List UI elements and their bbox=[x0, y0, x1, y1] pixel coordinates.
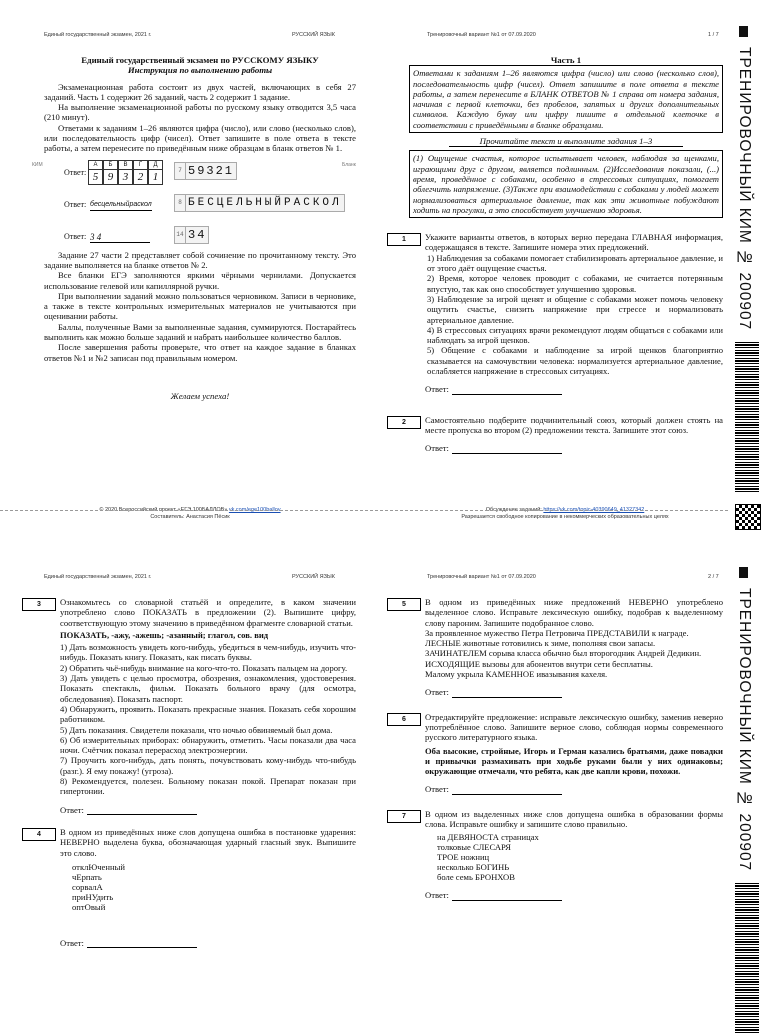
task-1 bbox=[402, 232, 723, 395]
outro-paragraph: При выполнении заданий можно пользоваться черновиком. Записи в черновике, а также в тексте контрольных измерительных материалов не учитываются при оценивании работы. bbox=[44, 290, 356, 322]
page-1 bbox=[0, 0, 728, 520]
dictionary-meaning: 1) Дать возможность увидеть кого-нибудь, убедиться в чем-нибудь, изучить что-нибудь. Показать книгу. Показать, как писать буквы. bbox=[60, 642, 356, 663]
footer-right: Обсуждение заданий: https://vk.com/topic-40390649_41327342 Разрешается свободное копирование в некоммерческих образовательных целях bbox=[461, 507, 669, 520]
variant-vertical-label: ТРЕНИРОВОЧНЫЙ КИМ № 200907 bbox=[736, 47, 753, 331]
outro-paragraph: Баллы, полученные Вами за выполненные задания, суммируются. Постарайтесь выполнить как можно больше заданий и набрать наибольшее количество баллов. bbox=[44, 321, 356, 343]
dictionary-meaning: 5) Дать показания. Свидетели показали, что ночью обвиняемый был дома. bbox=[60, 724, 333, 735]
dictionary-meaning: 2) Обратить чьё-нибудь внимание на кого-что-то. Показать пальцем на дорогу. bbox=[60, 662, 348, 673]
task-sentence: ИСХОДЯЩИЕ вызовы для абонентов внутри сети бесплатны. bbox=[425, 658, 653, 669]
task-number: 6 bbox=[387, 713, 421, 726]
blank-label: Бланк bbox=[342, 161, 356, 168]
barcode bbox=[735, 883, 759, 1033]
word-item: сорвалА bbox=[72, 881, 103, 892]
word-item: на ДЕВЯНОСТА страницах bbox=[437, 832, 539, 843]
part-instructions-box: Ответами к заданиям 1–26 являются цифра (число) или слово (несколько слов), последовательность цифр (чисел). Ответ запишите в поле ответа в тексте работы, а затем перенесите в БЛАНК ОТВЕТОВ № 1 справа от номера задания, начиная с первой клеточки, без пробелов, запятых и других дополнительных символов. Каждую букву или цифру пишите в отдельной клеточке в соответствии с приведёнными в бланке образцами. bbox=[409, 65, 723, 133]
task-option: 2) Время, которое человек проводит с собаками, не считается потерянным впустую, так как оно способствует улучшению здоровья. bbox=[427, 273, 723, 294]
wish-text: Желаем успеха! bbox=[170, 390, 230, 401]
task-prompt: Самостоятельно подберите подчинительный союз, который должен стоять на месте пропуска во втором (2) предложении текста. Запишите этот союз. bbox=[425, 414, 723, 435]
task-prompt: Отредактируйте предложение: исправьте лексическую ошибку, заменив неверно употреблённое слово. Запишите верное слово, соблюдая нормы современного русского литературного языка. bbox=[425, 711, 723, 743]
variant-vertical-label: ТРЕНИРОВОЧНЫЙ КИМ № 200907 bbox=[736, 588, 753, 872]
header-subject: РУССКИЙ ЯЗЫК bbox=[292, 574, 335, 580]
task-7 bbox=[402, 808, 723, 901]
task-prompt: В одном из приведённых ниже предложений НЕВЕРНО употреблено выделенное слово. Исправьте лексическую ошибку, подобрав к выделенному слову пароним. Запишите подобранное слово. bbox=[425, 597, 723, 628]
header-variant: Тренировочный вариант №1 от 07.09.2020 bbox=[427, 32, 536, 38]
exam-title: Единый государственный экзамен по РУССКОМУ ЯЗЫКУ bbox=[81, 55, 319, 65]
reading-text-box: (1) Ощущение счастья, которое испытывает человек, наблюдая за щенками, играющими друг с другом, является подлинным. (2)Исследования показали, (...) время, проведённое с собаками, особенно в стрессовых ситуациях, помогает облегчить напряжение. (3)Также при взаимодействии с собаками у людей может нормализоваться артериальное давление, так как эти животные побуждают ходить на прогулки, а это способствует улучшению здоровья. bbox=[409, 150, 723, 218]
answer-field[interactable]: Ответ: bbox=[425, 443, 723, 453]
answer-field[interactable]: Ответ: bbox=[425, 784, 723, 794]
header-subject: РУССКИЙ ЯЗЫК bbox=[292, 32, 335, 38]
word-item: чЕрпать bbox=[72, 871, 102, 882]
word-item: отклЮченный bbox=[72, 861, 125, 872]
answer-samples bbox=[32, 160, 356, 250]
part1-column bbox=[402, 55, 723, 454]
sample-answer-label: Ответ: bbox=[64, 231, 87, 241]
sample-digits bbox=[44, 160, 356, 186]
task-sentence: ЛЕСНЫЕ животные готовились к зиме, пополняя свои запасы. bbox=[425, 638, 656, 649]
task-sentence: ЗАЧИНАТЕЛЕМ сорыва класса обычно был второгодник Андрей Дедикин. bbox=[425, 648, 702, 659]
outro-paragraph: После завершения работы проверьте, что ответ на каждое задание в бланках ответов №1 и №2 записан под правильным номером. bbox=[44, 342, 356, 363]
instruction-column bbox=[32, 55, 356, 401]
header-page: 2 / 7 bbox=[708, 574, 719, 580]
blank-value: 34 bbox=[185, 226, 209, 244]
intro-paragraph: Экзаменационная работа состоит из двух частей, включающих в себя 27 заданий. Часть 1 содержит 26 заданий, часть 2 содержит 1 задание. bbox=[44, 81, 356, 102]
footer-link[interactable]: https://vk.com/topic-40390649_41327342 bbox=[543, 507, 645, 513]
answer-field[interactable]: Ответ: bbox=[60, 938, 356, 948]
blank-value: 59321 bbox=[185, 162, 237, 180]
task-option: 5) Общение с собаками и наблюдение за игрой щенков благоприятно сказывается на самочувствии человека: нормализуется артериальное давление, ослабляется напряжение в стрессовых ситуациях. bbox=[427, 345, 723, 377]
side-strip-2 bbox=[735, 567, 765, 1033]
qr-code bbox=[735, 504, 761, 530]
header-page: 1 / 7 bbox=[708, 32, 719, 38]
tasks-left-column bbox=[37, 597, 356, 948]
task-prompt: Укажите варианты ответов, в которых верно передана ГЛАВНАЯ информация, содержащаяся в тексте. Запишите номера этих предложений. bbox=[425, 232, 723, 253]
part-title: Часть 1 bbox=[550, 55, 582, 65]
tasks-right-column bbox=[402, 597, 723, 901]
answer-field[interactable]: Ответ: bbox=[425, 687, 723, 697]
task-number: 7 bbox=[387, 810, 421, 823]
word-item: приНУдить bbox=[72, 891, 114, 902]
task-number: 3 bbox=[22, 598, 56, 611]
word-item: толковые СЛЕСАРЯ bbox=[437, 842, 512, 853]
task-number: 4 bbox=[22, 828, 56, 841]
dictionary-meaning: 7) Проучить кого-нибудь, дать понять, почувствовать кому-нибудь что-нибудь (разг.). Я ему покажу! (угроза). bbox=[60, 755, 356, 776]
task-sentence: Оба высокие, стройные, Игорь и Герман казались братьями, даже повадки и привычки размахивать при ходьбе руками были у них одинаковы; окружающие отмечали, что ребята, как две капли крови, похожи. bbox=[425, 745, 723, 777]
task-3 bbox=[37, 597, 356, 815]
page-divider bbox=[0, 510, 728, 511]
task-option: 4) В стрессовых ситуациях врачи рекомендуют людям общаться с собаками или наблюдать за игрой щенков. bbox=[427, 324, 723, 346]
dictionary-meaning: 8) Рекомендуется, полезен. Больному показан покой. Препарат показан при гипертонии. bbox=[60, 776, 356, 797]
sample-table: А 5 Б 9 В 3 Г 2 Д 1 bbox=[88, 160, 163, 185]
page-2 bbox=[0, 519, 728, 1024]
task-prompt: В одном из выделенных ниже слов допущена ошибка в образовании формы слова. Исправьте ошибку и запишите слово правильно. bbox=[425, 808, 723, 830]
answer-field[interactable]: Ответ: bbox=[425, 890, 723, 900]
dictionary-meaning: 3) Дать увидеть с целью просмотра, обозрения, ознакомления, удостоверения. Показать спектакль, фильм. Показать больного врачу (для осмотра, обследования). Показать паспорт. bbox=[60, 673, 356, 704]
blank-cells: 7 59321 bbox=[174, 162, 236, 180]
word-list bbox=[425, 832, 723, 882]
sample-written-answer: 3 4 bbox=[90, 232, 150, 243]
task-sentence: Малому укрыла КАМЕННОЕ ивазывания кахеля. bbox=[425, 669, 608, 680]
header-exam: Единый государственный экзамен, 2021 г. bbox=[44, 574, 152, 580]
header-variant: Тренировочный вариант №1 от 07.09.2020 bbox=[427, 574, 536, 580]
task-4 bbox=[37, 826, 356, 948]
word-item: оптОвый bbox=[72, 901, 106, 912]
footer-link[interactable]: vk.com/ege100ballov bbox=[228, 507, 281, 513]
intro-paragraph: Ответами к заданиям 1–26 являются цифра (число), или слово (несколько слов), или последовательность цифр (чисел). Ответ запишите в поле ответа в тексте работы, а затем перенесите по приведённым ниже образцам в бланк ответов № 1. bbox=[44, 122, 356, 154]
sample-answer-label: Ответ: bbox=[64, 167, 87, 177]
instruction-title: Инструкция по выполнению работы bbox=[127, 65, 273, 76]
intro-paragraph: На выполнение экзаменационной работы по русскому языку отводится 3,5 часа (210 минут). bbox=[44, 102, 356, 123]
word-item: боле семь БРОНХОВ bbox=[437, 872, 515, 883]
side-strip-1 bbox=[735, 26, 765, 530]
sample-answer-label: Ответ: bbox=[64, 199, 87, 209]
footer-left: © 2020 Всероссийский проект «ЕГЭ 100БАЛЛОВ» vk.com/ege100ballov Составитель: Анастасия Пёсик bbox=[99, 507, 281, 520]
read-instruction: Прочитайте текст и выполните задания 1–3 bbox=[449, 136, 683, 147]
task-5 bbox=[402, 597, 723, 698]
word-list bbox=[60, 862, 356, 912]
task-6 bbox=[402, 711, 723, 795]
task-prompt: В одном из приведённых ниже слов допущена ошибка в постановке ударения: НЕВЕРНО выделена буква, обозначающая ударный гласный звук. Выпишите это слово. bbox=[60, 826, 356, 858]
sample-written-answer: бесцельныйраскол bbox=[90, 200, 152, 211]
blank-cells: 14 34 bbox=[174, 226, 208, 244]
task-number: 5 bbox=[387, 598, 421, 611]
marker-square bbox=[739, 26, 748, 37]
kim-label: КИМ bbox=[32, 161, 43, 168]
task-option: 1) Наблюдения за собаками помогает стабилизировать артериальное давление, и от этого даёт ощущение счастья. bbox=[427, 252, 723, 274]
word-item: ТРОЕ ножниц bbox=[437, 852, 490, 863]
barcode bbox=[735, 342, 759, 492]
word-item: несколько БОГИНЬ bbox=[437, 862, 510, 873]
task-option: 3) Наблюдение за игрой щенят и общение с собаками может помочь человеку ощутить счастье, снизить напряжение при стрессе и нормализовать артериальное давление. bbox=[427, 293, 723, 325]
answer-field[interactable]: Ответ: bbox=[425, 384, 723, 394]
outro-paragraph: Задание 27 части 2 представляет собой сочинение по прочитанному тексту. Это задание выполняется на бланке ответов № 2. bbox=[44, 249, 356, 270]
task-2 bbox=[402, 414, 723, 454]
task-number: 1 bbox=[387, 233, 421, 246]
answer-field[interactable]: Ответ: bbox=[60, 805, 356, 815]
dictionary-meaning: 4) Обнаружить, проявить. Показать прекрасные знания. Показать себя хорошим работником. bbox=[60, 703, 356, 725]
header-exam: Единый государственный экзамен, 2021 г. bbox=[44, 32, 152, 38]
sample-word bbox=[44, 192, 356, 218]
blank-cells: 8 БЕСЦЕЛЬНЫЙРАСКОЛ bbox=[174, 194, 344, 212]
task-sentence: За проявленное мужество Петра Петровича ПРЕДСТАВИЛИ к награде. bbox=[425, 627, 689, 638]
task-number: 2 bbox=[387, 416, 421, 429]
blank-value: БЕСЦЕЛЬНЫЙРАСКОЛ bbox=[185, 194, 345, 212]
dictionary-meaning: 6) Об измерительных приборах: обнаружить, отметить. Часы показали два часа ночи. Счётчик показал перерасход электроэнергии. bbox=[60, 734, 356, 756]
task-prompt: Ознакомьтесь со словарной статьёй и определите, в каком значении употреблено слово ПОКАЗАТЬ в предложении (2). Выпишите цифру, соответствующую этому значению в приведённом фрагменте словарной статьи. bbox=[60, 597, 356, 628]
sample-numbers bbox=[44, 224, 356, 250]
marker-square bbox=[739, 567, 748, 578]
outro-paragraph: Все бланки ЕГЭ заполняются яркими чёрными чернилами. Допускается использование гелевой или капиллярной ручки. bbox=[44, 270, 356, 291]
dictionary-head: ПОКАЗАТЬ, -ажу, -ажешь; -азанный; глагол, сов. вид bbox=[60, 629, 269, 640]
